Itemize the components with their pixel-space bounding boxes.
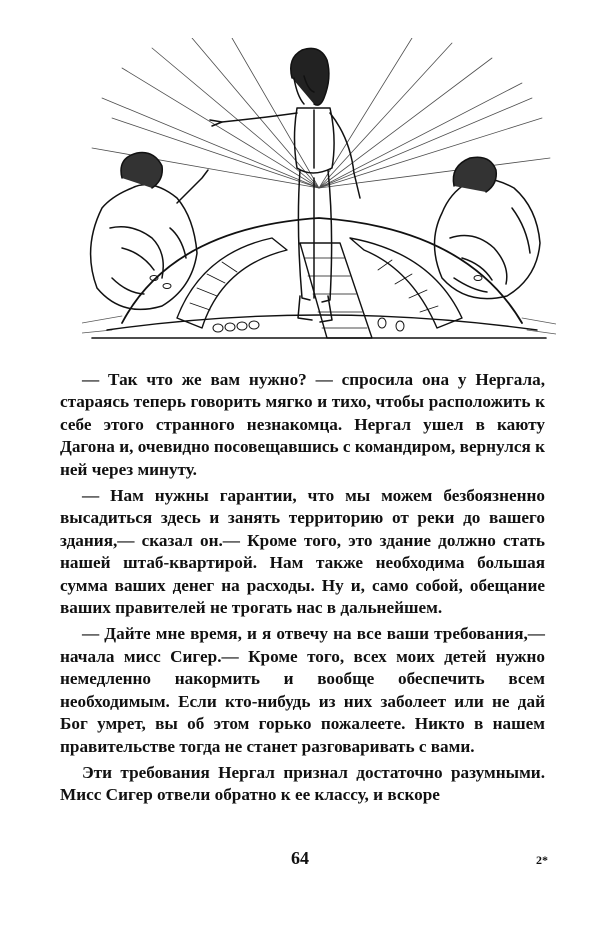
paragraph: — Дайте мне время, и я отвечу на все ваши требования,— начала мисс Сигер.— Кроме того, всех моих детей нужно немедленно накормить и вообще обеспечить всем необходимым. Если кто-нибудь из них заболеет или не дай Бог умрет, вы об этом горько пожалеете. Никто в нашем правительстве тогда не станет разговаривать с вами.: [60, 624, 545, 756]
ramps: [177, 238, 462, 338]
paragraph: Эти требования Нергал признал достаточно разумными. Мисс Сигер отвели обратно к ее классу, и вскоре: [60, 762, 545, 805]
portholes: [150, 276, 482, 333]
page-number: 64: [291, 848, 309, 868]
text-body: [60, 369, 545, 807]
woman-figure: [210, 48, 360, 322]
paragraph: — Так что же вам нужно? — спросила она у Нергала, стараясь теперь говорить мягко и тихо, чтобы расположить к себе этого странного незнакомца. Нергал ушел в каюту Дагона и, очевидно посовещавшись с командиром, вернулся к ней через минуту.: [60, 370, 545, 479]
right-creature-figure: [435, 157, 541, 298]
paragraph: — Нам нужны гарантии, что мы можем безбоязненно высадиться здесь и занять территорию от реки до вашего здания,— сказал он.— Кроме того, это здание должно стать нашей штаб-квартирой. Нам также необходима большая сумма ваших денег на расходы. Ну и, само собой, обещание ваших правителей не трогать нас в дальнейшем.: [60, 486, 545, 618]
signature-mark: 2*: [536, 853, 548, 867]
illustration: [82, 38, 556, 350]
illustration-drawing: [82, 38, 556, 350]
